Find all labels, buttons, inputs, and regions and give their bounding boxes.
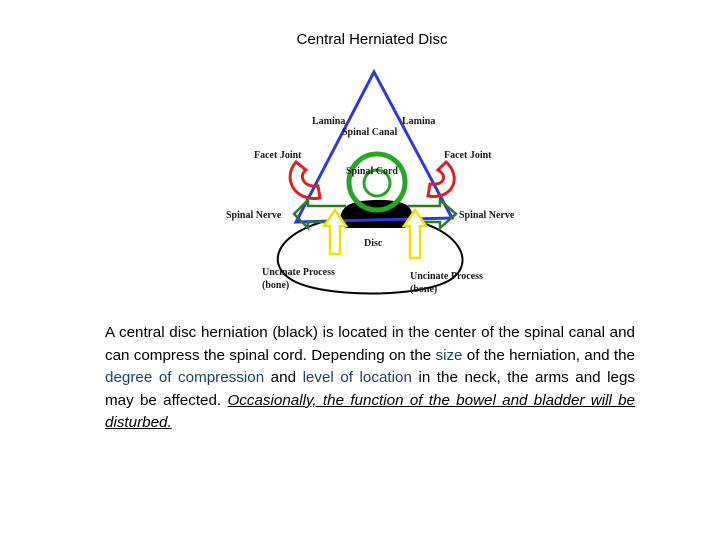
- label-spinal-cord: Spinal Cord: [346, 166, 398, 177]
- label-facet-joint-left: Facet Joint: [254, 150, 302, 161]
- label-facet-joint-right: Facet Joint: [444, 150, 492, 161]
- caption-paragraph: [105, 322, 635, 435]
- caption-emphasis: Occasionally, the function of the bowel and bladder will be disturbed.: [105, 391, 636, 431]
- label-uncinate-left-bone: (bone): [262, 280, 290, 291]
- label-uncinate-left: Uncinate Process: [262, 267, 335, 278]
- disc-outline: [278, 218, 463, 294]
- label-spinal-nerve-left: Spinal Nerve: [226, 210, 282, 221]
- label-disc: Disc: [364, 238, 383, 249]
- caption-text-1: A central disc herniation (black) is located in the center of the spinal canal and can compress the spinal cord. Depending on the: [105, 324, 635, 364]
- caption-text-4: in the neck, the arms and legs may be affected.: [105, 369, 635, 409]
- facet-joint-left: [290, 162, 320, 198]
- slide-title: Central Herniated Disc: [296, 31, 448, 48]
- label-uncinate-right-bone: (bone): [410, 284, 438, 295]
- caption-level-of-location: level of location: [302, 369, 412, 386]
- label-spinal-nerve-right: Spinal Nerve: [459, 210, 515, 221]
- caption-text-2: of the herniation, and the: [462, 346, 635, 364]
- label-uncinate-right: Uncinate Process: [410, 271, 483, 282]
- label-lamina-left: Lamina: [312, 116, 346, 127]
- label-lamina-right: Lamina: [402, 116, 436, 127]
- caption-size: size: [435, 346, 463, 364]
- caption-text-3: and: [264, 369, 303, 386]
- herniation-black: [340, 200, 412, 228]
- label-spinal-canal: Spinal Canal: [342, 127, 398, 138]
- caption-degree-of-compression: degree of compression: [105, 369, 265, 386]
